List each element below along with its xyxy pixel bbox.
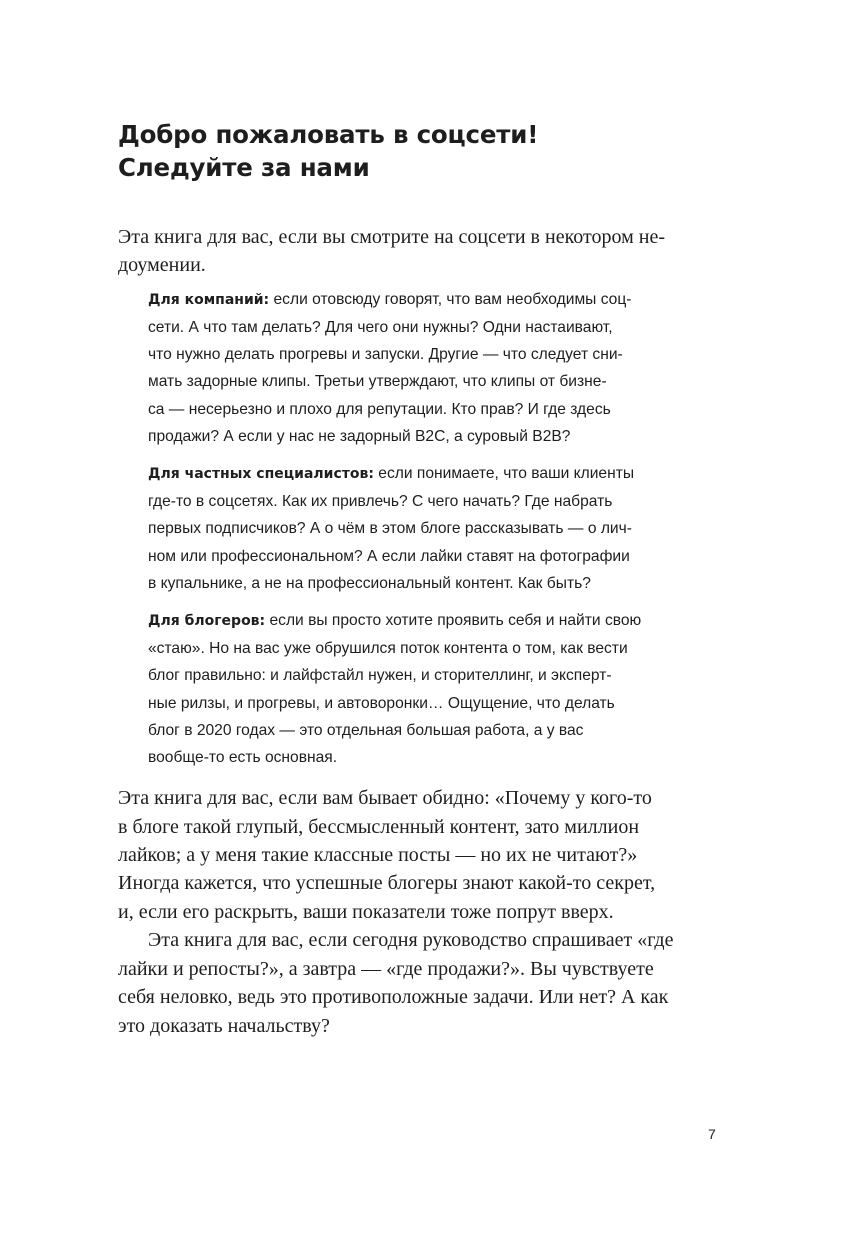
- audience-line: ные рилзы, и прогревы, и автоворонки… Ощущение, что делать: [148, 694, 615, 712]
- audience-line: сети. А что там делать? Для чего они нужны? Одни настаивают,: [148, 319, 613, 337]
- body-line: Иногда кажется, что успешные блогеры знают какой-то секрет,: [118, 872, 656, 895]
- body-line: и, если его раскрыть, ваши показатели тоже попрут вверх.: [118, 900, 614, 923]
- audience-list: [148, 286, 726, 771]
- audience-specialists: [148, 460, 726, 597]
- audience-line: блог правильно: и лайфстайл нужен, и сторителлинг, и эксперт-: [148, 667, 612, 685]
- chapter-heading-line-1: Добро пожаловать в соцсети!: [118, 120, 539, 149]
- body-paragraph-1: [118, 784, 726, 926]
- audience-line: ном или профессиональном? А если лайки ставят на фотографии: [148, 547, 630, 565]
- audience-line: блог в 2020 годах — это отдельная большая работа, а у вас: [148, 721, 584, 739]
- book-page: [118, 118, 726, 1040]
- audience-text: если понимаете, что ваши клиенты: [373, 465, 635, 483]
- body-line: Эта книга для вас, если вам бывает обидно: «Почему у кого-то: [118, 787, 652, 810]
- audience-label-companies: Для компаний:: [148, 291, 270, 308]
- audience-bloggers: [148, 607, 726, 771]
- audience-text: если отовсюду говорят, что вам необходимы соц-: [269, 290, 632, 308]
- audience-line: [148, 460, 726, 488]
- audience-line: са — несерьезно и плохо для репутации. Кто прав? И где здесь: [148, 400, 611, 418]
- audience-companies: [148, 286, 726, 450]
- audience-line: мать задорные клипы. Третьи утверждают, что клипы от бизне-: [148, 373, 607, 391]
- body-line: лайков; а у меня такие классные посты — но их не читают?»: [118, 844, 638, 867]
- body-paragraph-2: [118, 926, 726, 1040]
- intro-paragraph: [118, 223, 726, 280]
- audience-line: что нужно делать прогревы и запуски. Другие — что следует сни-: [148, 346, 623, 364]
- audience-label-specialists: Для частных специалистов:: [148, 466, 374, 483]
- chapter-heading-line-2: Следуйте за нами: [118, 153, 370, 182]
- audience-line: продажи? А если у нас не задорный B2C, а суровый B2B?: [148, 427, 571, 445]
- intro-line: Эта книга для вас, если вы смотрите на соцсети в некотором не-: [118, 226, 666, 248]
- body-line: Эта книга для вас, если сегодня руководство спрашивает «где: [148, 929, 674, 952]
- audience-line: [148, 607, 726, 635]
- body-line: лайки и репосты?», а завтра — «где продажи?». Вы чувствуете: [118, 957, 654, 980]
- audience-label-bloggers: Для блогеров:: [148, 613, 266, 630]
- audience-line: вообще-то есть основная.: [148, 749, 338, 767]
- page-number: 7: [708, 1126, 716, 1142]
- audience-line: «стаю». Но на вас уже обрушился поток контента о том, как вести: [148, 640, 628, 658]
- body-line: это доказать начальству?: [118, 1014, 330, 1037]
- body-line: себя неловко, ведь это противоположные задачи. Или нет? А как: [118, 986, 669, 1009]
- audience-text: если вы просто хотите проявить себя и найти свою: [265, 612, 642, 630]
- audience-line: где-то в соцсетях. Как их привлечь? С чего начать? Где набрать: [148, 493, 613, 511]
- audience-line: первых подписчиков? А о чём в этом блоге рассказывать — о лич-: [148, 520, 632, 538]
- chapter-heading: [118, 118, 726, 184]
- audience-line: [148, 286, 726, 314]
- intro-line: доумении.: [118, 254, 206, 277]
- audience-line: в купальнике, а не на профессиональный контент. Как быть?: [148, 574, 591, 592]
- body-line: в блоге такой глупый, бессмысленный контент, зато миллион: [118, 815, 640, 838]
